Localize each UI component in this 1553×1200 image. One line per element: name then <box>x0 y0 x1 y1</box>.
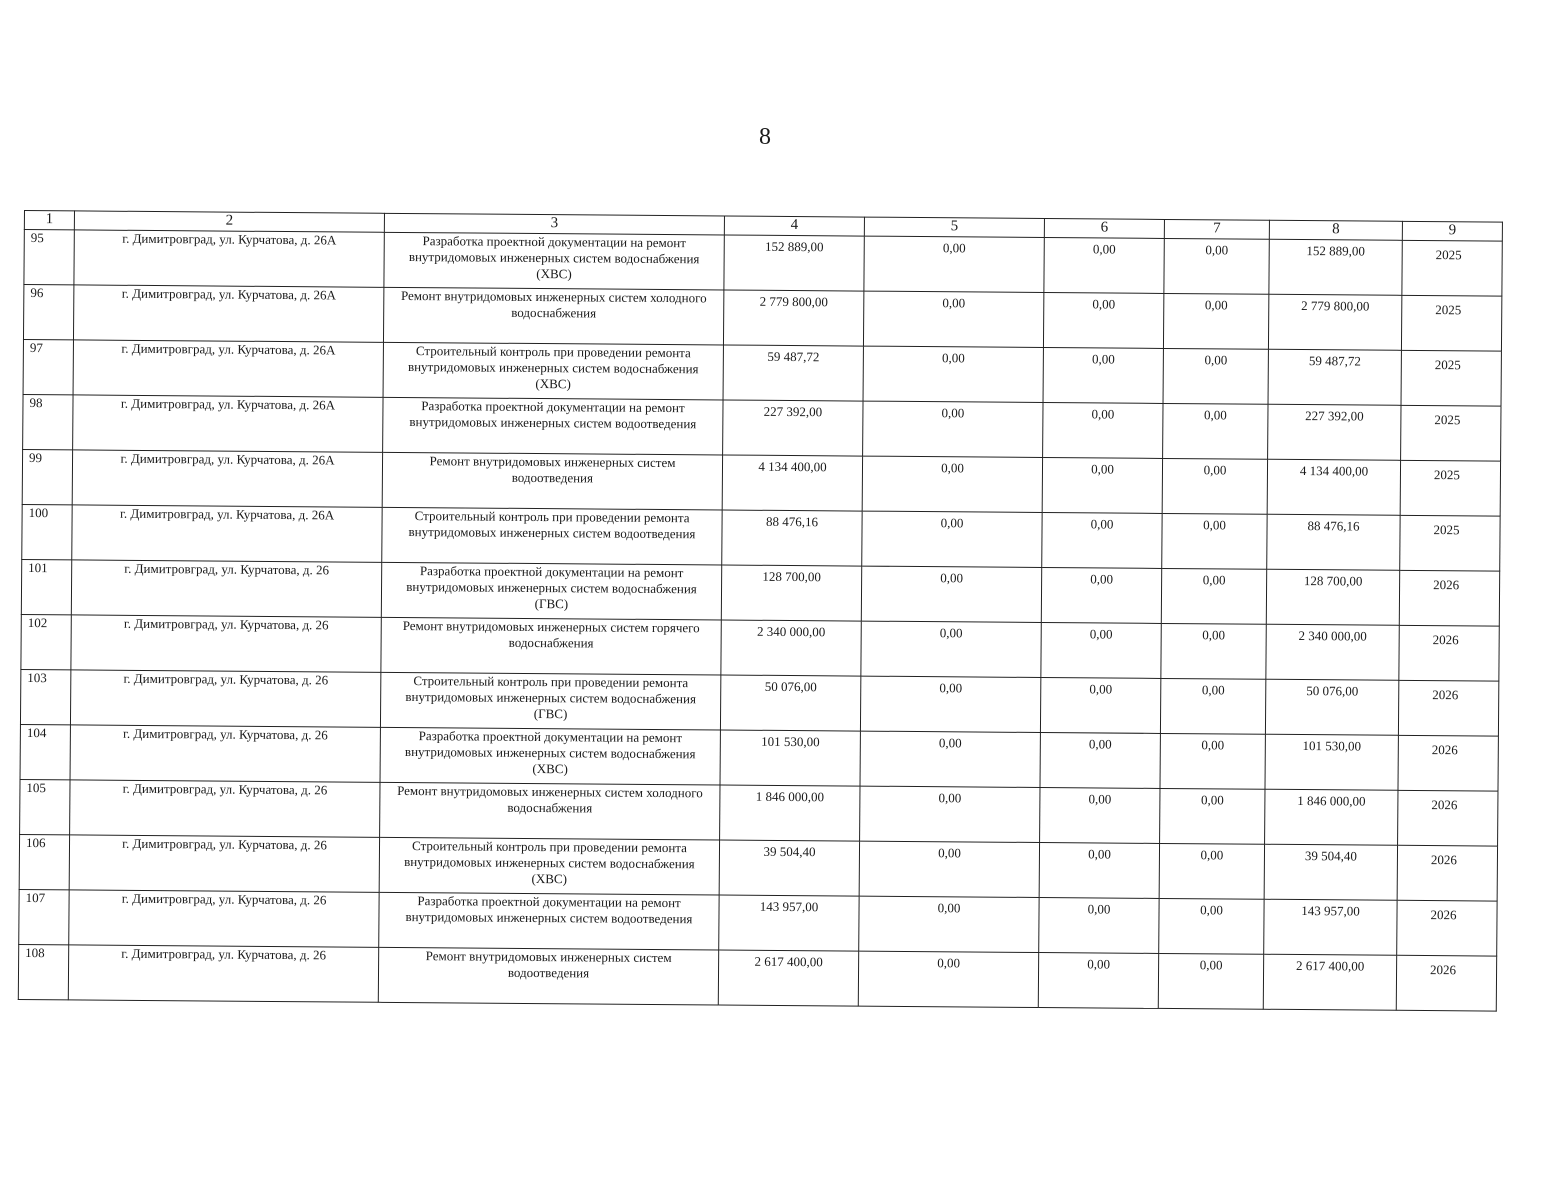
amount-col5-cell: 0,00 <box>862 511 1042 567</box>
amount-col5-cell: 0,00 <box>863 291 1043 347</box>
table-row <box>18 944 1496 1011</box>
address-cell: г. Димитровград, ул. Курчатова, д. 26 <box>71 615 381 672</box>
amount-col7-cell: 0,00 <box>1160 733 1265 789</box>
row-number: 106 <box>19 834 69 889</box>
address-cell: г. Димитровград, ул. Курчатова, д. 26А <box>73 340 383 397</box>
address-cell: г. Димитровград, ул. Курчатова, д. 26А <box>72 505 382 562</box>
address-cell: г. Димитровград, ул. Курчатова, д. 26А <box>74 230 384 287</box>
address-cell: г. Димитровград, ул. Курчатова, д. 26 <box>69 835 379 892</box>
amount-col6-cell: 0,00 <box>1041 568 1161 624</box>
amount-col5-cell: 0,00 <box>863 401 1043 457</box>
amount-col6-cell: 0,00 <box>1038 952 1158 1008</box>
amount-col8-cell: 39 504,40 <box>1264 844 1397 900</box>
amount-col8-cell: 1 846 000,00 <box>1265 789 1398 845</box>
amount-col6-cell: 0,00 <box>1040 787 1160 843</box>
amount-col4-cell: 152 889,00 <box>724 235 864 291</box>
column-header: 3 <box>384 213 724 235</box>
amount-col5-cell: 0,00 <box>862 456 1042 512</box>
amount-col4-cell: 1 846 000,00 <box>720 785 860 841</box>
amount-col4-cell: 227 392,00 <box>723 400 863 456</box>
table-body <box>18 230 1502 1012</box>
table-container <box>18 210 1502 1012</box>
amount-col8-cell: 2 340 000,00 <box>1266 624 1399 680</box>
amount-col7-cell: 0,00 <box>1164 238 1269 294</box>
row-number: 99 <box>22 449 72 504</box>
works-table <box>18 210 1503 1012</box>
row-number: 98 <box>23 394 73 449</box>
column-header: 7 <box>1164 219 1269 239</box>
column-header: 4 <box>724 216 864 236</box>
work-description-cell: Ремонт внутридомовых инженерных систем холодного водоснабжения <box>383 287 723 345</box>
row-number: 95 <box>24 230 74 285</box>
amount-col7-cell: 0,00 <box>1161 623 1266 679</box>
amount-col8-cell: 227 392,00 <box>1268 404 1401 460</box>
amount-col7-cell: 0,00 <box>1159 898 1264 954</box>
amount-col8-cell: 4 134 400,00 <box>1267 459 1400 515</box>
amount-col6-cell: 0,00 <box>1042 513 1162 569</box>
amount-col7-cell: 0,00 <box>1163 403 1268 459</box>
amount-col8-cell: 50 076,00 <box>1265 679 1398 735</box>
work-description-cell: Разработка проектной документации на ремонт внутридомовых инженерных систем водоснабжения (ХВС) <box>380 727 720 785</box>
amount-col5-cell: 0,00 <box>863 346 1043 402</box>
work-description-cell: Ремонт внутридомовых инженерных систем водоотведения <box>382 452 722 510</box>
amount-col6-cell: 0,00 <box>1043 293 1163 349</box>
amount-col8-cell: 59 487,72 <box>1268 349 1401 405</box>
amount-col7-cell: 0,00 <box>1163 293 1268 349</box>
amount-col6-cell: 0,00 <box>1041 623 1161 679</box>
amount-col5-cell: 0,00 <box>859 841 1039 897</box>
column-header: 8 <box>1269 220 1402 240</box>
column-header: 5 <box>864 217 1044 237</box>
row-number: 96 <box>23 285 73 340</box>
amount-col6-cell: 0,00 <box>1043 403 1163 459</box>
work-description-cell: Ремонт внутридомовых инженерных систем водоотведения <box>378 947 718 1005</box>
row-number: 104 <box>20 724 70 779</box>
year-cell: 2025 <box>1400 460 1500 516</box>
work-description-cell: Строительный контроль при проведении ремонта внутридомовых инженерных систем водоснабжения (ХВС) <box>379 837 719 895</box>
work-description-cell: Разработка проектной документации на ремонт внутридомовых инженерных систем водоснабжения (ГВС) <box>381 562 721 620</box>
year-cell: 2026 <box>1397 900 1497 956</box>
row-number: 97 <box>23 339 73 394</box>
work-description-cell: Ремонт внутридомовых инженерных систем горячего водоснабжения <box>381 617 721 675</box>
row-number: 108 <box>18 944 68 999</box>
amount-col7-cell: 0,00 <box>1160 788 1265 844</box>
amount-col4-cell: 39 504,40 <box>719 840 859 896</box>
work-description-cell: Строительный контроль при проведении ремонта внутридомовых инженерных систем водоснабжения (ХВС) <box>383 342 723 400</box>
amount-col6-cell: 0,00 <box>1043 348 1163 404</box>
address-cell: г. Димитровград, ул. Курчатова, д. 26А <box>72 450 382 507</box>
year-cell: 2026 <box>1398 680 1498 736</box>
amount-col6-cell: 0,00 <box>1040 732 1160 788</box>
amount-col4-cell: 4 134 400,00 <box>722 455 862 511</box>
amount-col8-cell: 2 779 800,00 <box>1268 294 1401 350</box>
amount-col8-cell: 2 617 400,00 <box>1263 954 1396 1010</box>
address-cell: г. Димитровград, ул. Курчатова, д. 26 <box>71 560 381 617</box>
amount-col5-cell: 0,00 <box>860 731 1040 787</box>
address-cell: г. Димитровград, ул. Курчатова, д. 26 <box>70 725 380 782</box>
row-number: 103 <box>20 669 70 724</box>
work-description-cell: Разработка проектной документации на ремонт внутридомовых инженерных систем водоотведения <box>383 397 723 455</box>
year-cell: 2025 <box>1401 405 1501 461</box>
amount-col4-cell: 2 779 800,00 <box>723 290 863 346</box>
year-cell: 2026 <box>1397 845 1497 901</box>
amount-col7-cell: 0,00 <box>1163 348 1268 404</box>
address-cell: г. Димитровград, ул. Курчатова, д. 26А <box>73 395 383 452</box>
amount-col8-cell: 152 889,00 <box>1269 239 1402 295</box>
amount-col5-cell: 0,00 <box>859 896 1039 952</box>
work-description-cell: Разработка проектной документации на ремонт внутридомовых инженерных систем водоотведения <box>379 892 719 950</box>
amount-col7-cell: 0,00 <box>1162 513 1267 569</box>
year-cell: 2026 <box>1396 955 1496 1011</box>
amount-col6-cell: 0,00 <box>1039 897 1159 953</box>
amount-col6-cell: 0,00 <box>1044 238 1164 294</box>
amount-col8-cell: 88 476,16 <box>1267 514 1400 570</box>
amount-col7-cell: 0,00 <box>1159 843 1264 899</box>
amount-col4-cell: 2 617 400,00 <box>718 950 858 1006</box>
amount-col7-cell: 0,00 <box>1160 678 1265 734</box>
amount-col5-cell: 0,00 <box>864 236 1044 292</box>
amount-col5-cell: 0,00 <box>861 566 1041 622</box>
row-number: 100 <box>22 504 72 559</box>
year-cell: 2026 <box>1398 790 1498 846</box>
address-cell: г. Димитровград, ул. Курчатова, д. 26А <box>73 285 383 342</box>
amount-col7-cell: 0,00 <box>1161 568 1266 624</box>
amount-col6-cell: 0,00 <box>1039 842 1159 898</box>
address-cell: г. Димитровград, ул. Курчатова, д. 26 <box>68 945 378 1002</box>
amount-col8-cell: 143 957,00 <box>1264 899 1397 955</box>
year-cell: 2025 <box>1401 350 1501 406</box>
work-description-cell: Строительный контроль при проведении ремонта внутридомовых инженерных систем водоотведения <box>382 507 722 565</box>
column-header: 9 <box>1402 221 1502 241</box>
amount-col7-cell: 0,00 <box>1162 458 1267 514</box>
year-cell: 2026 <box>1399 570 1499 626</box>
amount-col8-cell: 101 530,00 <box>1265 734 1398 790</box>
year-cell: 2025 <box>1400 515 1500 571</box>
amount-col4-cell: 2 340 000,00 <box>721 620 861 676</box>
work-description-cell: Разработка проектной документации на ремонт внутридомовых инженерных систем водоснабжения (ХВС) <box>384 232 724 290</box>
amount-col4-cell: 59 487,72 <box>723 345 863 401</box>
column-header: 6 <box>1044 219 1164 239</box>
address-cell: г. Димитровград, ул. Курчатова, д. 26 <box>70 670 380 727</box>
column-header: 1 <box>24 211 74 230</box>
year-cell: 2025 <box>1402 240 1502 296</box>
amount-col4-cell: 143 957,00 <box>719 895 859 951</box>
page-number: 8 <box>759 124 771 150</box>
amount-col4-cell: 88 476,16 <box>722 510 862 566</box>
address-cell: г. Димитровград, ул. Курчатова, д. 26 <box>70 780 380 837</box>
amount-col5-cell: 0,00 <box>858 951 1038 1007</box>
amount-col4-cell: 128 700,00 <box>721 565 861 621</box>
work-description-cell: Строительный контроль при проведении ремонта внутридомовых инженерных систем водоснабжения (ГВС) <box>380 672 720 730</box>
work-description-cell: Ремонт внутридомовых инженерных систем холодного водоснабжения <box>380 782 720 840</box>
year-cell: 2026 <box>1398 735 1498 791</box>
year-cell: 2026 <box>1399 625 1499 681</box>
amount-col7-cell: 0,00 <box>1158 953 1263 1009</box>
amount-col5-cell: 0,00 <box>860 786 1040 842</box>
amount-col6-cell: 0,00 <box>1040 678 1160 734</box>
amount-col8-cell: 128 700,00 <box>1266 569 1399 625</box>
row-number: 101 <box>21 559 71 614</box>
year-cell: 2025 <box>1401 295 1501 351</box>
column-header: 2 <box>74 211 384 232</box>
amount-col4-cell: 101 530,00 <box>720 730 860 786</box>
amount-col5-cell: 0,00 <box>860 676 1040 732</box>
amount-col4-cell: 50 076,00 <box>720 675 860 731</box>
row-number: 107 <box>19 889 69 944</box>
row-number: 105 <box>20 779 70 834</box>
amount-col6-cell: 0,00 <box>1042 458 1162 514</box>
amount-col5-cell: 0,00 <box>861 621 1041 677</box>
row-number: 102 <box>21 614 71 669</box>
address-cell: г. Димитровград, ул. Курчатова, д. 26 <box>69 890 379 947</box>
